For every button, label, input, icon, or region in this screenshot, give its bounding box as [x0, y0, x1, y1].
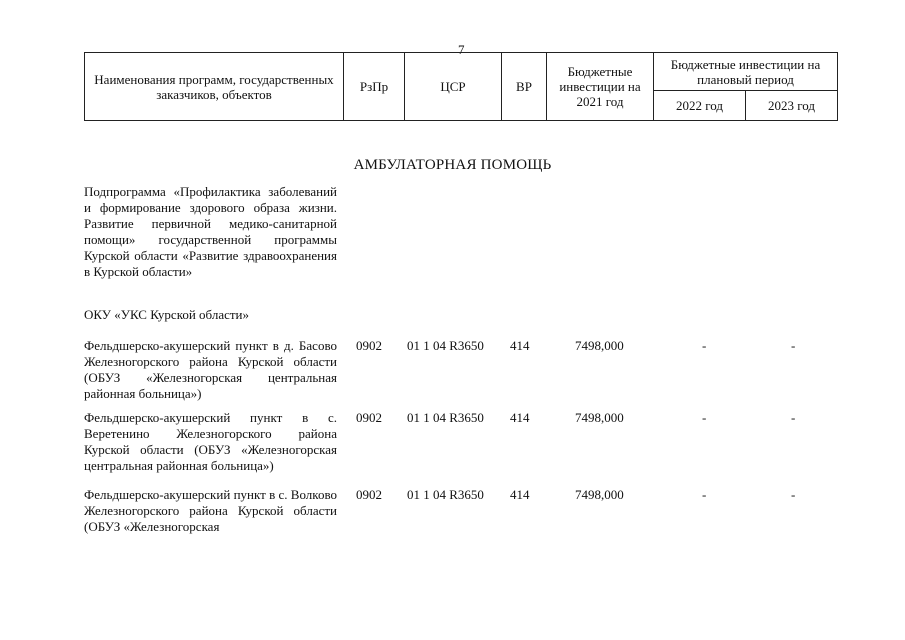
page-number: 7 — [458, 42, 465, 57]
row-amount-2022: - — [702, 487, 707, 502]
row-amount-2022: - — [702, 338, 707, 353]
row-amount-2021: 7498,000 — [575, 487, 624, 502]
row-amount-2023: - — [791, 487, 796, 502]
row-rzpr: 0902 — [356, 338, 382, 353]
row-amount-2021: 7498,000 — [575, 338, 624, 353]
header-col-name: Наименования программ, государственных заказчиков, объектов — [85, 53, 344, 121]
row-amount-2022: - — [702, 410, 707, 425]
row-amount-2023: - — [791, 338, 796, 353]
header-col-budget-2021: Бюджетные инвестиции на 2021 год — [547, 53, 654, 121]
row-vr: 414 — [510, 410, 530, 425]
customer-text: ОКУ «УКС Курской области» — [84, 307, 250, 322]
row-name: Фельдшерско-акушерский пункт в с. Веретенино Железногорского района Курской области (ОБУЗ «Железногорская центральная районная больница») — [84, 410, 337, 473]
row-csr: 01 1 04 R3650 — [407, 487, 484, 502]
header-col-2023: 2023 год — [746, 91, 838, 121]
header-col-csr: ЦСР — [405, 53, 502, 121]
row-amount-2021: 7498,000 — [575, 410, 624, 425]
row-rzpr: 0902 — [356, 487, 382, 502]
table-header — [84, 52, 838, 121]
header-col-planned: Бюджетные инвестиции на плановый период — [654, 53, 838, 91]
row-name: Фельдшерско-акушерский пункт в с. Волково Железногорского района Курской области (ОБУЗ «Железногорская — [84, 487, 337, 534]
header-col-rzpr: РзПр — [344, 53, 405, 121]
row-name: Фельдшерско-акушерский пункт в д. Басово Железногорского района Курской области (ОБУЗ «Железногорская центральная районная больница») — [84, 338, 337, 401]
row-amount-2023: - — [791, 410, 796, 425]
row-csr: 01 1 04 R3650 — [407, 410, 484, 425]
row-rzpr: 0902 — [356, 410, 382, 425]
row-vr: 414 — [510, 338, 530, 353]
section-title: АМБУЛАТОРНАЯ ПОМОЩЬ — [353, 157, 552, 173]
row-vr: 414 — [510, 487, 530, 502]
header-col-2022: 2022 год — [654, 91, 746, 121]
row-csr: 01 1 04 R3650 — [407, 338, 484, 353]
header-col-vr: ВР — [502, 53, 547, 121]
subprogram-text: Подпрограмма «Профилактика заболеваний и формирование здорового образа жизни. Развитие первичной медико-санитарной помощи» государственной программы Курской области «Развитие здравоохранения в Курской области» — [84, 184, 337, 279]
